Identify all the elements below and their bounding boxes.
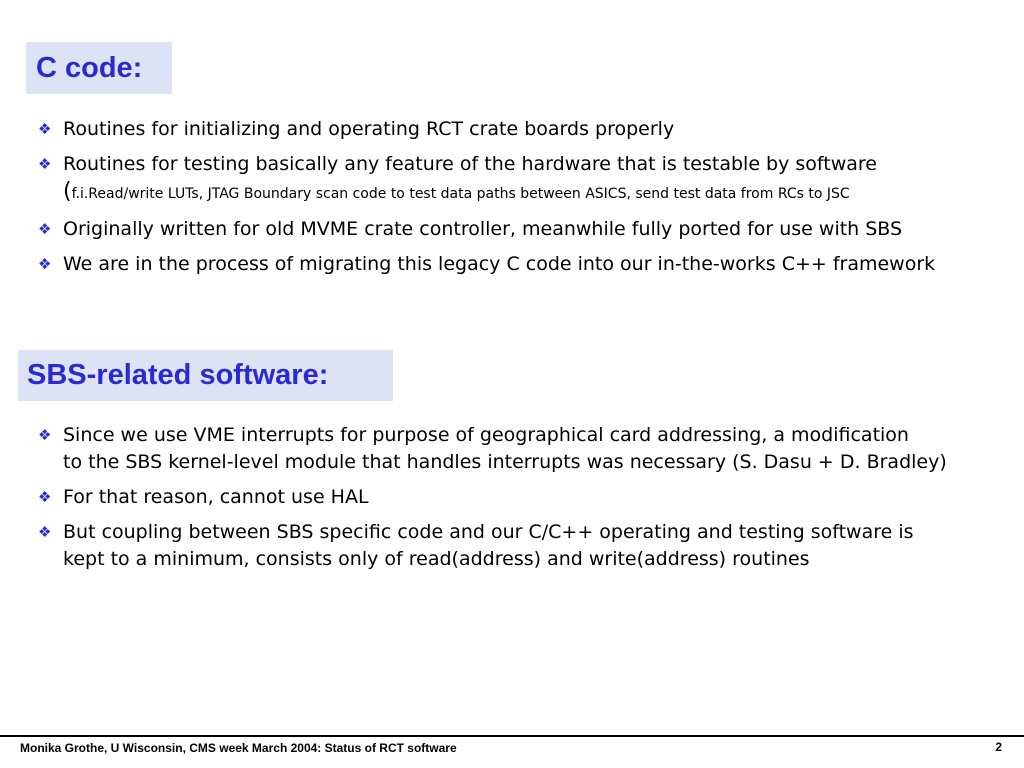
bullet-text-line1: Since we use VME interrupts for purpose of geographical card addressing, a modification <box>63 424 909 446</box>
bullet-text: Routines for initializing and operating RCT crate boards properly <box>63 118 675 140</box>
list-item <box>0 216 1024 243</box>
bullet-text: Routines for testing basically any feature of the hardware that is testable by software <box>63 153 877 175</box>
diamond-bullet-icon: ❖ <box>38 255 52 273</box>
sbs-bullet-list <box>0 422 1024 581</box>
bullet-text-line1: But coupling between SBS specific code and our C/C++ operating and testing software is <box>63 521 914 543</box>
bullet-text: Originally written for old MVME crate controller, meanwhile fully ported for use with SBS <box>63 218 903 240</box>
list-item <box>0 251 1024 278</box>
list-item <box>0 484 1024 511</box>
bullet-text: For that reason, cannot use HAL <box>63 486 369 508</box>
bullet-text-line2: to the SBS kernel-level module that handles interrupts was necessary (S. Dasu + D. Bradley) <box>63 451 947 473</box>
diamond-bullet-icon: ❖ <box>38 220 52 238</box>
diamond-bullet-icon: ❖ <box>38 155 52 173</box>
footer-divider <box>0 735 1024 737</box>
bullet-text-line2: kept to a minimum, consists only of read(address) and write(address) routines <box>63 548 810 570</box>
list-item <box>0 422 1024 476</box>
diamond-bullet-icon: ❖ <box>38 120 52 138</box>
subnote-text: f.i.Read/write LUTs, JTAG Boundary scan code to test data paths between ASICS, send test data from RCs to JSC <box>71 186 850 202</box>
list-item <box>0 151 1024 208</box>
list-item <box>0 519 1024 573</box>
footer-text: Monika Grothe, U Wisconsin, CMS week March 2004: Status of RCT software <box>20 741 457 755</box>
bullet-text: We are in the process of migrating this legacy C code into our in-the-works C++ framework <box>63 253 936 275</box>
section-heading-sbs-software: SBS-related software: <box>18 350 393 401</box>
list-item <box>0 116 1024 143</box>
subnote-paren: ( <box>63 179 72 204</box>
diamond-bullet-icon: ❖ <box>38 426 52 444</box>
section-heading-c-code: C code: <box>26 42 172 94</box>
diamond-bullet-icon: ❖ <box>38 523 52 541</box>
c-code-bullet-list <box>0 116 1024 286</box>
bullet-subnote <box>63 178 1024 208</box>
diamond-bullet-icon: ❖ <box>38 488 52 506</box>
page-number: 2 <box>995 740 1002 754</box>
